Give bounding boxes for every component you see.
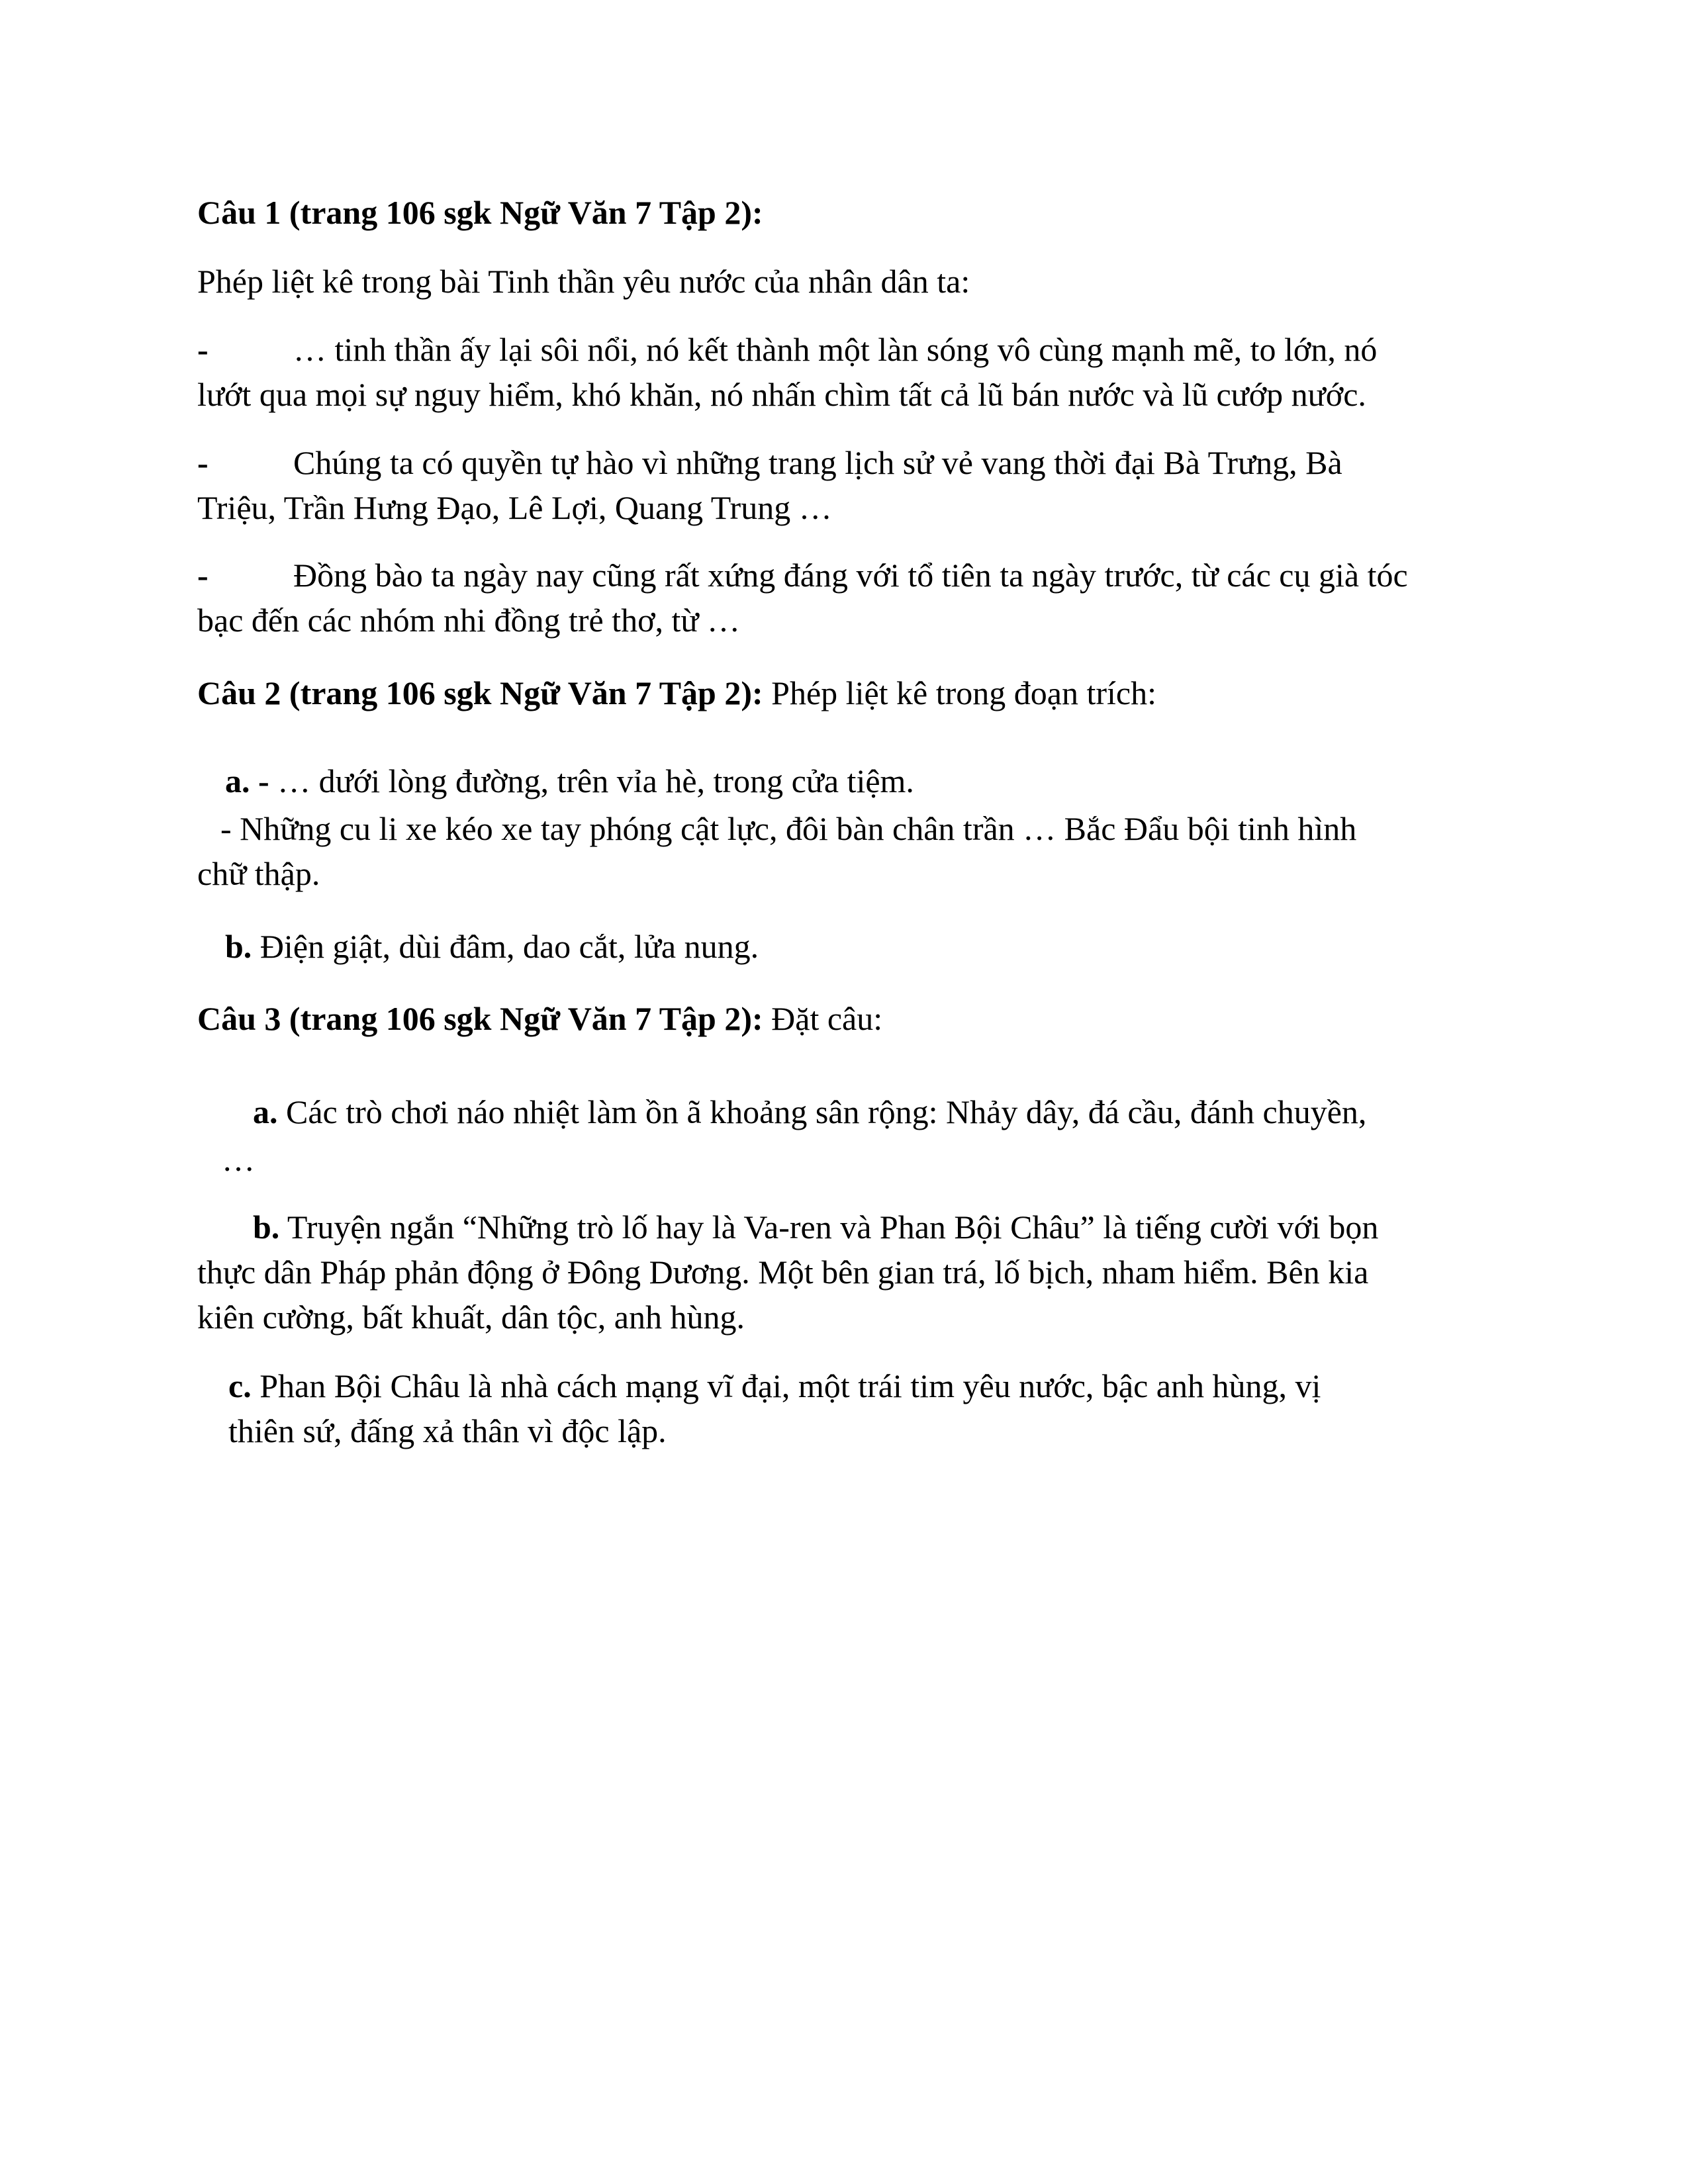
q3-b-line2: thực dân Pháp phản động ở Đông Dương. Một bên gian trá, lố bịch, nham hiểm. Bên kia — [197, 1253, 1369, 1291]
q3-c-line1 — [228, 1363, 1491, 1408]
q3-heading-line — [197, 996, 1491, 1041]
q1-item-3-line1 — [197, 553, 1491, 598]
q3-b-text: Truyện ngắn “Những trò lố hay là Va-ren và Phan Bội Châu” là tiếng cười với bọn — [279, 1208, 1379, 1246]
q2-b-label: b. — [225, 928, 252, 965]
q1-heading: Câu 1 (trang 106 sgk Ngữ Văn 7 Tập 2): — [197, 194, 763, 231]
q3-c-text: Phan Bội Châu là nhà cách mạng vĩ đại, một trái tim yêu nước, bậc anh hùng, vị — [251, 1367, 1321, 1404]
q1-item-2-line2: Triệu, Trần Hưng Đạo, Lê Lợi, Quang Trung … — [197, 489, 832, 526]
bullet-dash: - — [197, 557, 209, 594]
q3-b-label: b. — [253, 1208, 280, 1246]
q2-a-line3: chữ thập. — [197, 855, 320, 892]
q3-heading-rest: Đặt câu: — [763, 1000, 883, 1037]
q1-item-2 — [197, 440, 1491, 530]
bullet-dash: - — [197, 331, 209, 368]
q2-heading-rest: Phép liệt kê trong đoạn trích: — [763, 674, 1156, 711]
q1-item-3-text: Đồng bào ta ngày nay cũng rất xứng đáng với tổ tiên ta ngày trước, từ các cụ già tóc — [293, 557, 1408, 594]
bullet-dash: - — [197, 444, 209, 481]
q2-a-text: … dưới lòng đường, trên vỉa hè, trong cửa tiệm. — [269, 762, 914, 799]
q2-b-line — [225, 924, 1491, 969]
q3-a-line2: … — [222, 1141, 255, 1178]
q3-heading: Câu 3 (trang 106 sgk Ngữ Văn 7 Tập 2): — [197, 1000, 763, 1037]
q1-item-1 — [197, 327, 1491, 417]
q1-item-2-text: Chúng ta có quyền tự hào vì những trang lịch sử vẻ vang thời đại Bà Trưng, Bà — [293, 444, 1342, 481]
q2-heading-line — [197, 670, 1491, 715]
q3-a-label: a. — [253, 1093, 278, 1130]
q1-intro: Phép liệt kê trong bài Tinh thần yêu nước của nhân dân ta: — [197, 263, 970, 300]
q2-a-line1 — [225, 758, 1491, 803]
q2-a-label: a. - — [225, 762, 269, 799]
q3-b-line3: kiên cường, bất khuất, dân tộc, anh hùng. — [197, 1298, 745, 1336]
q2-a-line2: - Những cu li xe kéo xe tay phóng cật lực, đôi bàn chân trần … Bắc Đẩu bội tinh hình — [220, 810, 1357, 847]
q2-heading: Câu 2 (trang 106 sgk Ngữ Văn 7 Tập 2): — [197, 674, 763, 711]
q1-item-3-line2: bạc đến các nhóm nhi đồng trẻ thơ, từ … — [197, 602, 740, 639]
q1-item-1-text: … tinh thần ấy lại sôi nổi, nó kết thành một làn sóng vô cùng mạnh mẽ, to lớn, nó — [293, 331, 1378, 368]
q1-item-1-line2: lướt qua mọi sự nguy hiểm, khó khăn, nó nhấn chìm tất cả lũ bán nước và lũ cướp nước. — [197, 376, 1366, 413]
q3-b-line1 — [253, 1205, 1491, 1250]
q2-b-text: Điện giật, dùi đâm, dao cắt, lửa nung. — [252, 928, 759, 965]
q3-a-line1 — [253, 1089, 1491, 1134]
q1-item-1-line1 — [197, 327, 1491, 372]
q3-c-label: c. — [228, 1367, 252, 1404]
q3-a-text: Các trò chơi náo nhiệt làm ồn ã khoảng sân rộng: Nhảy dây, đá cầu, đánh chuyền, — [277, 1093, 1367, 1130]
q3-c-line2: thiên sứ, đấng xả thân vì độc lập. — [228, 1412, 667, 1449]
q1-item-2-line1 — [197, 440, 1491, 485]
q1-item-3 — [197, 553, 1491, 643]
